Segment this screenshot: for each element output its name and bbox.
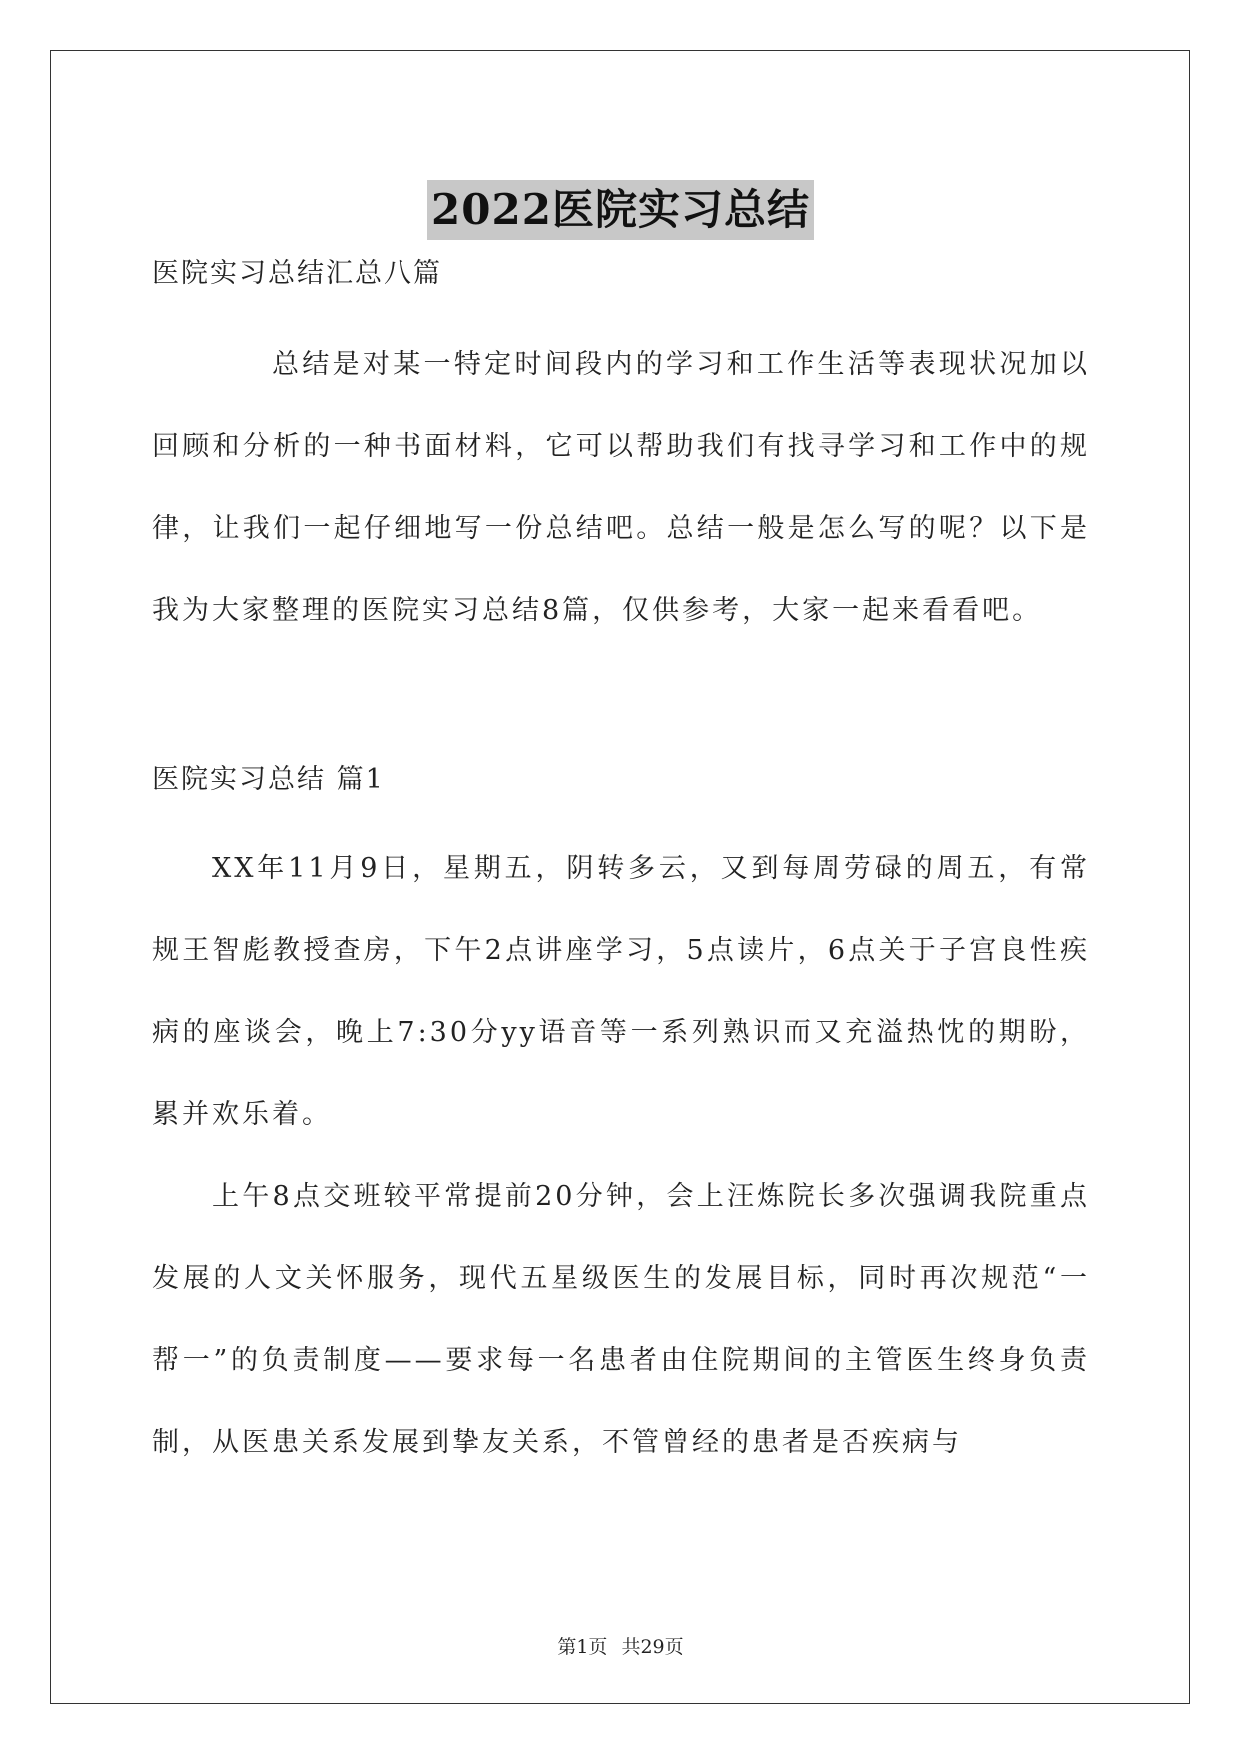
title-container: [0, 152, 1241, 268]
body-paragraph-2: 上午8点交班较平常提前20分钟，会上汪炼院长多次强调我院重点发展的人文关怀服务，现代五星级医生的发展目标，同时再次规范“一帮一”的负责制度——要求每一名患者由住院期间的主管医生终身负责制，从医患关系发展到挚友关系，不管曾经的患者是否疾病与: [152, 1181, 1090, 1458]
total-pages: 共29页: [621, 1636, 684, 1658]
document-body: [152, 254, 1090, 1484]
page-number: 第1页: [557, 1636, 608, 1658]
document-subtitle: 医院实习总结汇总八篇: [152, 258, 442, 289]
section-heading: 医院实习总结 篇1: [152, 764, 385, 795]
body-paragraph-1: XX年11月9日，星期五，阴转多云，又到每周劳碌的周五，有常规王智彪教授查房，下午2点讲座学习，5点读片，6点关于子宫良性疾病的座谈会，晚上7:30分yy语音等一系列熟识而又充溢热忱的期盼，累并欢乐着。: [152, 853, 1090, 1130]
intro-paragraph: 总结是对某一特定时间段内的学习和工作生活等表现状况加以回顾和分析的一种书面材料，它可以帮助我们有找寻学习和工作中的规律，让我们一起仔细地写一份总结吧。总结一般是怎么写的呢？以下是我为大家整理的医院实习总结8篇，仅供参考，大家一起来看看吧。: [152, 349, 1090, 626]
page-footer: [0, 1632, 1241, 1659]
document-title: 2022医院实习总结: [427, 180, 814, 240]
